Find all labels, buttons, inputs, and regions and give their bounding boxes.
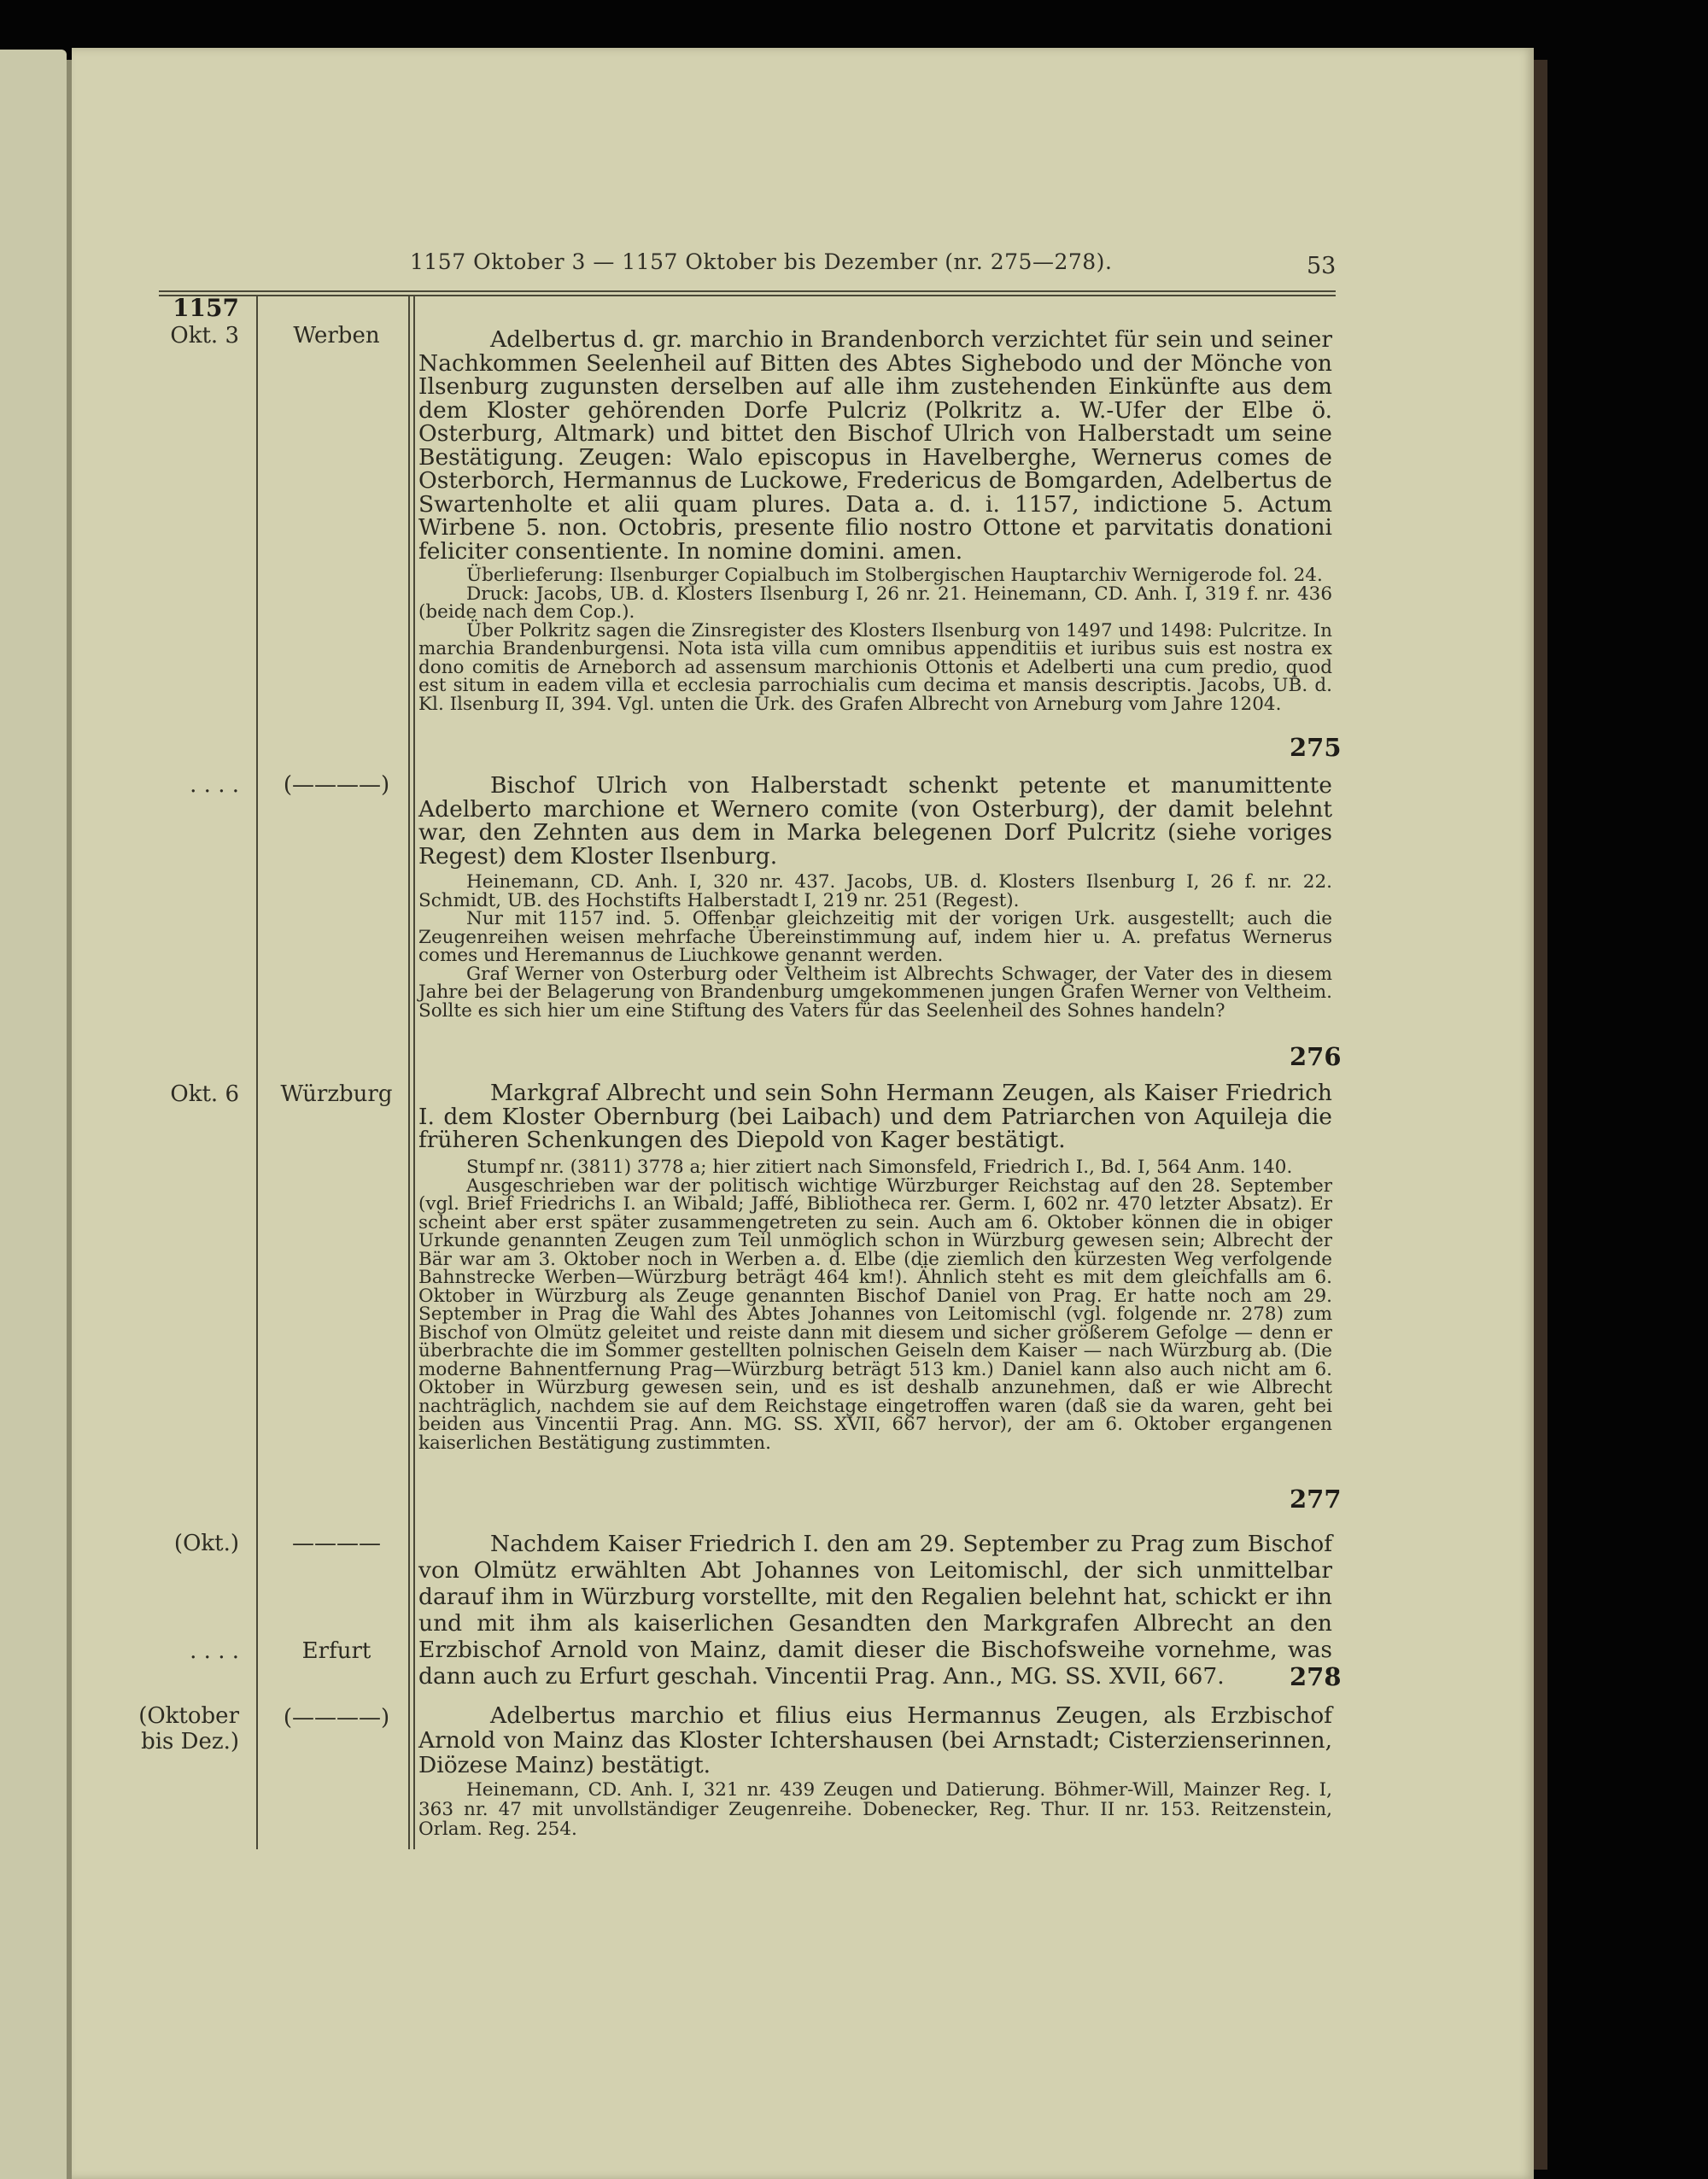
note-paragraph: Über Polkritz sagen die Zinsregister des Klosters Ilsenburg von 1497 und 1498: Pulcritze. In marchia Brandenburgensi. Nota ista villa cum omnibus appenditiis et iuribus suis est nostra ex dono comitis de Arneborch ad assensum marchionis Ottonis et Adelberti una cum predio, quod est situm in eadem villa et ecclesia parrochialis cum decima et mansis descriptis. Jacobs, UB. d. Kl. Ilsenburg II, 394. Vgl. unten die Urk. des Grafen Albrecht von Arneburg vom Jahre 1204.	[418, 619, 1332, 715]
note-paragraph: Heinemann, CD. Anh. I, 320 nr. 437. Jacobs, UB. d. Klosters Ilsenburg I, 26 f. nr. 22. Schmidt, UB. des Hochstifts Halberstadt I, 219 nr. 251 (Regest).	[418, 871, 1332, 911]
header-rule-top	[159, 290, 1336, 292]
regest-number: 275	[1290, 733, 1342, 762]
regest-number: 277	[1290, 1485, 1342, 1514]
entry-year: 1157	[173, 294, 239, 322]
column-divider-place-double	[413, 295, 415, 1849]
running-title: 1157 Oktober 3 — 1157 Oktober bis Dezember (nr. 275—278).	[410, 249, 1113, 274]
note-paragraph: Stumpf nr. (3811) 3778 a; hier zitiert nach Simonsfeld, Friedrich I., Bd. I, 564 Anm. 140.	[466, 1157, 1293, 1178]
regest-number: 276	[1290, 1042, 1342, 1071]
entry-date: Okt. 6	[170, 1081, 239, 1107]
left-page-edge	[0, 50, 67, 2179]
entry-date: (Okt.)	[173, 1531, 239, 1556]
entry-place: Werben	[293, 323, 380, 349]
entry-place: Würzburg	[280, 1081, 393, 1107]
note-paragraph: Nur mit 1157 ind. 5. Offenbar gleichzeitig mit der vorigen Urk. ausgestellt; auch die Zeugenreihen weisen mehrfache Übereinstimmung auf, indem hier u. A. prefatus Wernerus comes und Heremannus de Liuchkowe genannt werden.	[418, 908, 1332, 966]
column-divider-place	[408, 295, 410, 1849]
entry-date: . . . .	[190, 772, 239, 798]
regest-text: Adelbertus marchio et filius eius Hermannus Zeugen, als Erzbischof Arnold von Mainz das Kloster Ichtershausen (bei Arnstadt; Cisterzienserinnen, Diözese Mainz) bestätigt.	[418, 1702, 1332, 1778]
header-rule-bottom	[159, 295, 1336, 296]
entry-date-secondary: . . . .	[190, 1638, 239, 1664]
entry-date: Okt. 3	[170, 323, 239, 349]
regest-number: 278	[1290, 1662, 1342, 1691]
note-paragraph: Überlieferung: Ilsenburger Copialbuch im Stolbergischen Hauptarchiv Wernigerode fol. 24.	[466, 565, 1323, 586]
entry-date-line1: (Oktober	[138, 1703, 239, 1729]
entry-place: (————)	[283, 1705, 390, 1731]
entry-place: (————)	[283, 772, 390, 798]
note-paragraph: Druck: Jacobs, UB. d. Klosters Ilsenburg I, 26 nr. 21. Heinemann, CD. Anh. I, 319 f. nr. 436 (beide nach dem Cop.).	[418, 583, 1332, 623]
note-paragraph: Ausgeschrieben war der politisch wichtige Würzburger Reichstag auf den 28. September (vgl. Brief Friedrichs I. an Wibald; Jaffé, Bibliotheca rer. Germ. I, 602 nr. 470 letzter Absatz). Er scheint aber erst später zusammengetreten zu sein. Auch am 6. Oktober können die in obiger Urkunde genannten Zeugen zum Teil unmöglich schon in Würzburg gewesen sein; Albrecht der Bär war am 3. Oktober noch in Werben a. d. Elbe (die ziemlich den kürzesten Weg verfolgende Bahnstrecke Werben—Würzburg beträgt 464 km!). Ähnlich steht es mit dem gleichfalls am 6. Oktober in Würzburg als Zeuge genannten Bischof Daniel von Prag. Er hatte noch am 29. September in Prag die Wahl des Abtes Johannes von Leitomischl (vgl. folgende nr. 278) zum Bischof von Olmütz geleitet und reiste dann mit diesem und sicher größerem Gefolge — denn er überbrachte die im Sommer gestellten polnischen Geiseln dem Kaiser — nach Würzburg ab. (Die moderne Bahnentfernung Prag—Würzburg beträgt 513 km.) Daniel kann also auch nicht am 6. Oktober in Würzburg gewesen sein, und es ist deshalb anzunehmen, daß er wie Albrecht nachträglich, nachdem sie auf dem Reichstage eingetroffen waren (daß sie da waren, geht bei beiden aus Vincentii Prag. Ann. MG. SS. XVII, 667 hervor), der am 6. Oktober ergangenen kaiserlichen Bestätigung zustimmten.	[418, 1174, 1332, 1454]
entry-place-secondary: Erfurt	[301, 1638, 371, 1664]
entry-date-line2: bis Dez.)	[141, 1729, 239, 1754]
regest-text: Markgraf Albrecht und sein Sohn Hermann Zeugen, als Kaiser Friedrich I. dem Kloster Obernburg (bei Laibach) und dem Patriarchen von Aquileja die früheren Schenkungen des Diepold von Kager bestätigt.	[418, 1080, 1332, 1153]
note-paragraph: Heinemann, CD. Anh. I, 321 nr. 439 Zeugen und Datierung. Böhmer-Will, Mainzer Reg. I, 363 nr. 47 mit unvollständiger Zeugenreihe. Dobenecker, Reg. Thur. II nr. 153. Reitzenstein, Orlam. Reg. 254.	[418, 1779, 1332, 1840]
note-paragraph: Graf Werner von Osterburg oder Veltheim ist Albrechts Schwager, der Vater des in diesem Jahre bei der Belagerung von Brandenburg umgekommenen jungen Grafen Werner von Veltheim. Sollte es sich hier um eine Stiftung des Vaters für das Seelenheil des Sohnes handeln?	[418, 963, 1332, 1022]
page-number: 53	[1307, 253, 1337, 279]
entry-place: ————	[292, 1531, 381, 1556]
regest-notes	[418, 1780, 1332, 1839]
column-divider-date	[256, 295, 258, 1849]
regest-text: Adelbertus d. gr. marchio in Brandenborch verzichtet für sein und seiner Nachkommen Seelenheil auf Bitten des Abtes Sighebodo und der Mönche von Ilsenburg zugunsten derselben auf alle ihm zustehenden Einkünfte aus dem dem Kloster gehörenden Dorfe Pulcriz (Polkritz a. W.-Ufer der Elbe ö. Osterburg, Altmark) und bittet den Bischof Ulrich von Halberstadt um seine Bestätigung. Zeugen: Walo episcopus in Havelberghe, Wernerus comes de Osterborch, Hermannus de Luckowe, Fredericus de Bomgarden, Adelbertus de Swartenholte et alii quam plures. Data a. d. i. 1157, indictione 5. Actum Wirbene 5. non. Octobris, presente filio nostro Ottone et parvitatis donationi feliciter consentiente. In nomine domini. amen.	[418, 326, 1332, 565]
regest-notes	[418, 1158, 1332, 1452]
regest-text: Nachdem Kaiser Friedrich I. den am 29. September zu Prag zum Bischof von Olmütz erwählten Abt Johannes von Leitomischl, der sich unmittelbar darauf ihm in Würzburg vorstellte, mit den Regalien belehnt hat, schickt er ihn und mit ihm als kaiserlichen Gesandten den Markgrafen Albrecht an den Erzbischof Arnold von Mainz, damit dieser die Bischofsweihe vornehme, was dann auch zu Erfurt geschah. Vincentii Prag. Ann., MG. SS. XVII, 667.	[418, 1531, 1332, 1690]
regest-text: Bischof Ulrich von Halberstadt schenkt petente et manumittente Adelberto marchione et Wernero comite (von Osterburg), der damit belehnt war, den Zehnten aus dem in Marka belegenen Dorf Pulcritz (siehe voriges Regest) dem Kloster Ilsenburg.	[418, 772, 1332, 870]
regest-notes	[418, 873, 1332, 1020]
regest-notes	[418, 566, 1332, 713]
